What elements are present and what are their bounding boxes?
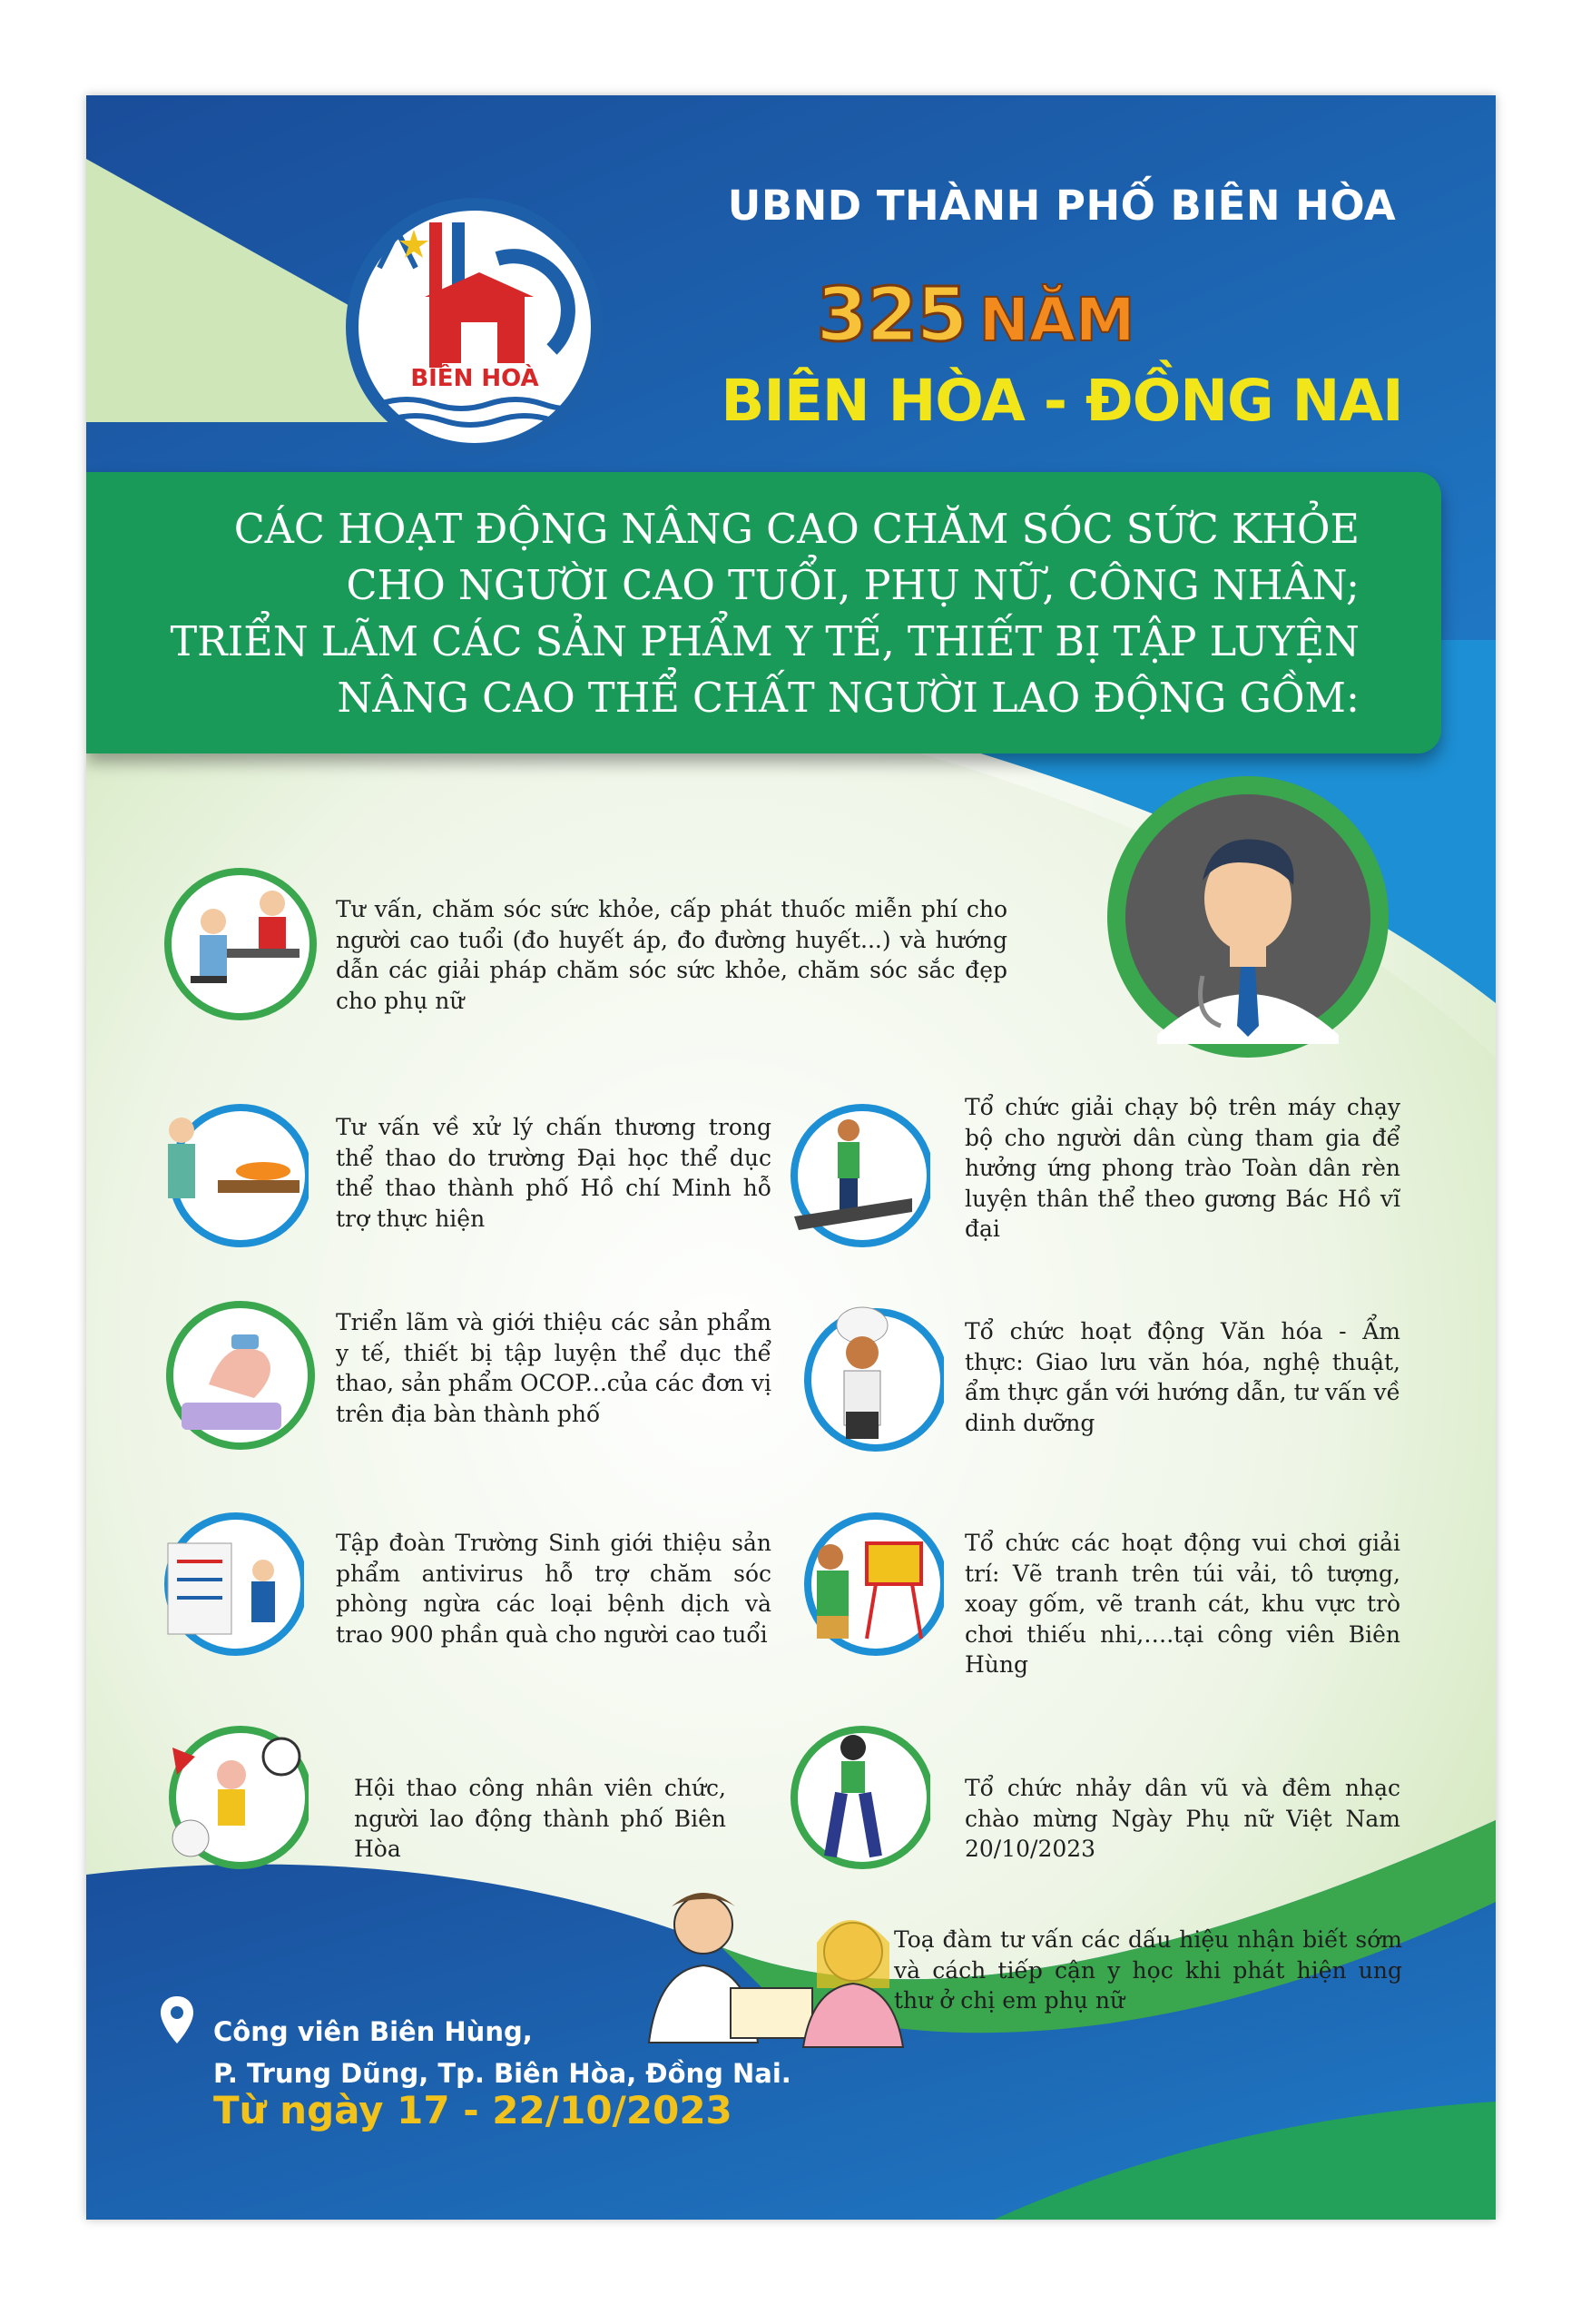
anniversary-number: 325 (816, 272, 967, 359)
banner-line-2: CHO NGƯỜI CAO TUỔI, PHỤ NỮ, CÔNG NHÂN; (346, 563, 1360, 609)
dancer-icon (776, 1720, 930, 1875)
anniversary-title (794, 272, 1157, 359)
activity-entertainment: Tổ chức các hoạt động vui chơi giải trí: Vẽ tranh trên túi vải, tô tượng, xoay gốm, vẽ tranh cát, khu vực trò chơi thiếu nhi,….tại công viên Biên Hùng (965, 1530, 1400, 1678)
activity-cancer-talk: Toạ đàm tư vấn các dấu hiệu nhận biết sớm và cách tiếp cận y học khi phát hiện ung thư ở chị em phụ nữ (894, 1926, 1402, 2014)
activity-treadmill-race: Tổ chức giải chạy bộ trên máy chạy bộ cho người dân cùng tham gia để hưởng ứng phong trào Toàn dân rèn luyện thân thể theo gương Bác Hồ vĩ đại (965, 1094, 1400, 1242)
activity-antivirus-gifts: Tập đoàn Trường Sinh giới thiệu sản phẩm antivirus hỗ trợ chăm sóc phòng ngừa các loại bệnh dịch và trao 900 phần quà cho người cao tuổi (336, 1530, 771, 1648)
doctor-avatar-icon (1103, 772, 1393, 1062)
activities-banner (86, 472, 1441, 753)
anniversary-word: NĂM (978, 285, 1135, 355)
treadmill-icon (776, 1098, 930, 1253)
location-pin-icon (159, 1994, 195, 2045)
activity-dance-music: Tổ chức nhảy dân vũ và đêm nhạc chào mừng Ngày Phụ nữ Việt Nam 20/10/2023 (965, 1775, 1400, 1862)
medical-products-icon (163, 1298, 318, 1452)
medical-consultation-icon (163, 867, 318, 1021)
activity-health-care: Tư vấn, chăm sóc sức khỏe, cấp phát thuốc miễn phí cho người cao tuổi (đo huyết áp, đo đường huyết...) và hướng dẫn các giải pháp chăm sóc sức khỏe, chăm sóc sắc đẹp cho phụ nữ (336, 896, 1007, 1014)
painting-icon (790, 1507, 944, 1661)
banner-line-4: NÂNG CAO THỂ CHẤT NGƯỜI LAO ĐỘNG GỒM: (337, 675, 1360, 722)
region-title: BIÊN HÒA - ĐỒNG NAI (721, 368, 1403, 434)
banner-line-1: CÁC HOẠT ĐỘNG NÂNG CAO CHĂM SÓC SỨC KHỎE (233, 507, 1360, 553)
sports-injury-icon (154, 1098, 309, 1253)
antivirus-product-icon (150, 1507, 304, 1661)
location-line-1: Công viên Biên Hùng, (213, 2016, 533, 2047)
event-location (213, 2011, 791, 2094)
sports-games-icon (154, 1720, 309, 1875)
location-line-2: P. Trung Dũng, Tp. Biên Hòa, Đồng Nai. (213, 2058, 791, 2089)
activity-workers-sports: Hội thao công nhân viên chức, người lao động thành phố Biên Hòa (354, 1775, 726, 1862)
banner-line-3: TRIỂN LÃM CÁC SẢN PHẨM Y TẾ, THIẾT BỊ TẬP LUYỆN (170, 619, 1360, 665)
org-title: UBND THÀNH PHỐ BIÊN HÒA (727, 182, 1397, 230)
bien-hoa-logo (343, 195, 606, 458)
event-date: Từ ngày 17 - 22/10/2023 (213, 2088, 732, 2132)
activity-culture-cuisine: Tổ chức hoạt động Văn hóa - Ẩm thực: Giao lưu văn hóa, nghệ thuật, ẩm thực gắn với hướng dẫn, tư vấn về dinh dưỡng (965, 1318, 1400, 1436)
poster (86, 95, 1496, 2220)
activity-sports-injury: Tư vấn về xử lý chấn thương trong thể thao do trường Đại học thể dục thể thao thành phố Hồ chí Minh hỗ trợ thực hiện (336, 1114, 771, 1232)
chef-icon (790, 1303, 944, 1457)
logo-text: BIÊN HOÀ (410, 365, 539, 392)
activity-medical-exhibition: Triển lãm và giới thiệu các sản phẩm y tế, thiết bị tập luyện thể dục thể thao, sản phẩm OCOP...của các đơn vị trên địa bàn thành phố (336, 1309, 771, 1427)
